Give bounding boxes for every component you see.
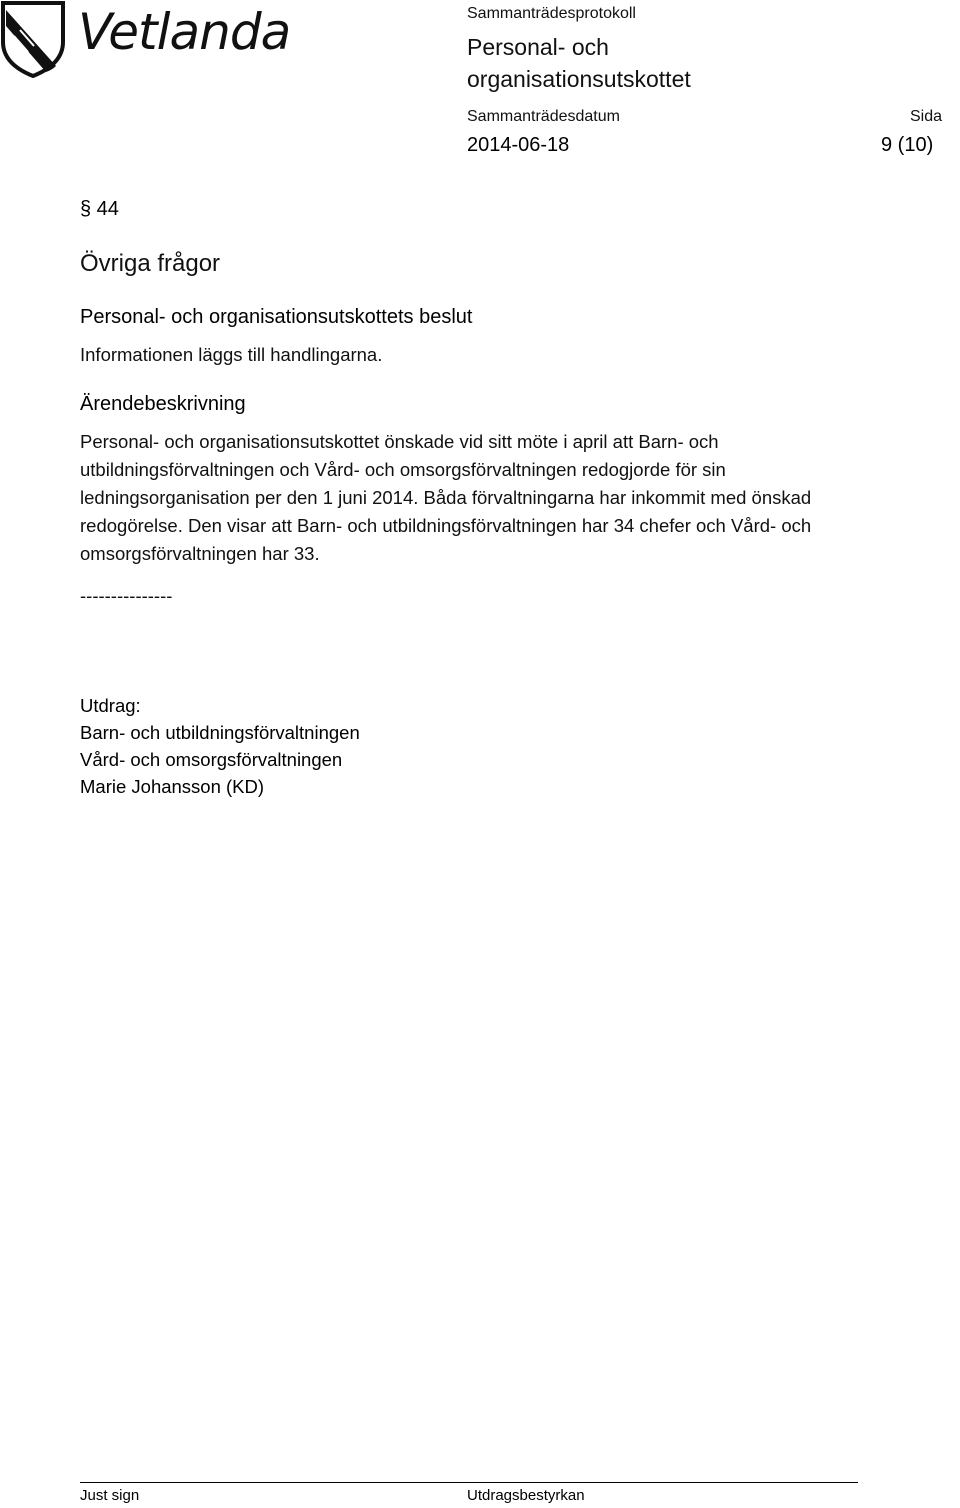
just-sign-label: Just sign bbox=[80, 1487, 140, 1504]
meeting-date-value: 2014-06-18 bbox=[467, 134, 570, 156]
description-heading: Ärendebeskrivning bbox=[80, 393, 246, 415]
committee-name-line2: organisationsutskottet bbox=[467, 66, 691, 92]
footer-divider bbox=[80, 1482, 858, 1483]
logo-wordmark: Vetlanda bbox=[78, 3, 291, 61]
document-type: Sammanträdesprotokoll bbox=[467, 5, 636, 22]
decision-text: Informationen läggs till handlingarna. bbox=[80, 344, 383, 365]
municipality-logo bbox=[0, 0, 300, 80]
committee-name bbox=[467, 31, 947, 95]
extract-recipient: Marie Johansson (KD) bbox=[80, 776, 265, 797]
decision-heading: Personal- och organisationsutskottets beslut bbox=[80, 306, 473, 328]
page-label: Sida bbox=[910, 108, 943, 125]
extract-recipient: Barn- och utbildningsförvaltningen bbox=[80, 722, 360, 743]
description-text: Personal- och organisationsutskottet önskade vid sitt möte i april att Barn- och utbildningsförvaltningen och Vård- och omsorgsförvaltningen redogjorde för sin ledningsorganisation per den 1 juni 2014. Båda förvaltningarna har inkommit med önskad redogörelse. Den visar att Barn- och utbildningsförvaltningen har 34 chefer och Vård- och omsorgsförvaltningen har 33. bbox=[80, 431, 812, 564]
item-title: Övriga frågor bbox=[80, 250, 221, 277]
extract-certify-label: Utdragsbestyrkan bbox=[467, 1487, 585, 1504]
separator: --------------- bbox=[80, 585, 173, 606]
extract-label: Utdrag: bbox=[80, 695, 141, 716]
committee-name-line1: Personal- och bbox=[467, 34, 609, 60]
extract-block bbox=[80, 692, 360, 800]
extract-recipient: Vård- och omsorgsförvaltningen bbox=[80, 749, 343, 770]
paragraph-number: § 44 bbox=[80, 198, 119, 220]
page-number: 9 (10) bbox=[881, 134, 934, 156]
coat-of-arms-icon bbox=[0, 0, 66, 78]
meeting-date-label: Sammanträdesdatum bbox=[467, 108, 620, 125]
